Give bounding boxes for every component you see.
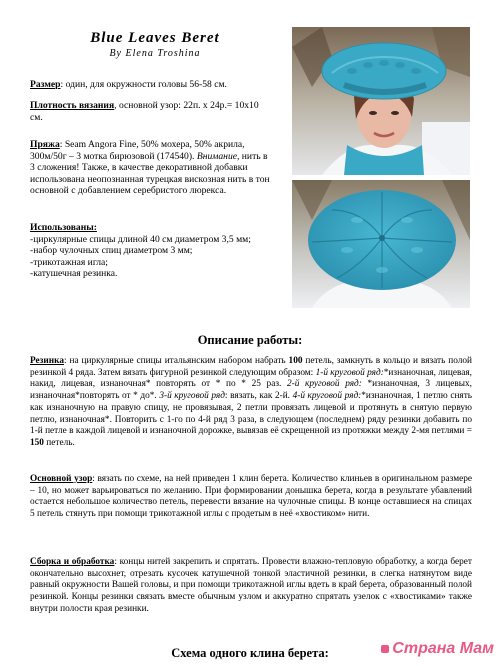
gauge-line	[30, 100, 270, 123]
tools-item: -трикотажная игла;	[30, 256, 108, 268]
yarn-line	[30, 139, 270, 197]
tools-label: Использованы:	[30, 222, 97, 233]
size-label: Размер	[30, 79, 61, 90]
main-pattern-paragraph	[30, 474, 472, 521]
main-pattern-text: : вязать по схеме, на ней приведен 1 клин берета. Количество клиньев в оригинальном размере – 10, но может варьироваться по желанию. При формировании донышка берета, когда в результате убавлений остается небольшое количество петель, перевести вязание на чулочные спицы. В конце оставшиеся на спицах 5 петель стянуть при помощи трикотажной иглы с продетым в неё «хвостиком» нити.	[30, 474, 472, 520]
size-text: : один, для окружности головы 56-58 см.	[60, 79, 227, 90]
rib-final-count: 150	[30, 437, 44, 448]
tools-item: -циркулярные спицы длиной 40 см диаметром 3,5 мм;	[30, 233, 251, 245]
scheme-title: Схема одного клина берета:	[171, 646, 329, 660]
section-title: Описание работы:	[197, 333, 303, 347]
watermark-text: Страна Мам	[392, 640, 494, 657]
assembly-text: : концы нитей закрепить и спрятать. Провести влажно-тепловую обработку, а когда берет окончательно высохнет, отрезать кусочек катушечной тонкой эластичной резинки, в слегка натянутом виде равный окружности Вашей головы, и при помощи трикотажной иглы вдеть в край берета, образованный полой резинкой. Концы резинки связать вместе обычным узлом и аккуратно спрятать узелок с «хвостиками» также внутри полости края резинки.	[30, 557, 472, 614]
yarn-text: : Seam Angora Fine, 50% мохера, 50% акрила, 300м/50г – 3 мотка бирюзовой (174540).	[30, 139, 245, 162]
photo-model-wearing-beret	[292, 27, 470, 175]
rib-row3-label: 3-й круговой ряд	[159, 391, 225, 402]
photo-beret-top-view	[292, 180, 470, 308]
rib-stitch-count: 100	[288, 356, 303, 366]
main-pattern-label: Основной узор	[30, 474, 93, 484]
pattern-title: Blue Leaves Beret	[90, 30, 220, 46]
rib-paragraph	[30, 356, 472, 450]
gauge-label: Плотность вязания	[30, 100, 115, 111]
tools-item: -катушечная резинка.	[30, 268, 118, 280]
rib-text: *изнаночная, лицевая, накид, лицевая, изнаночная* повторять от * по * 25 раз.	[30, 367, 472, 390]
pattern-author: By Elena Troshina	[109, 48, 201, 59]
rib-row2-label: 2-й круговой ряд:	[287, 379, 362, 390]
gauge-text: , основной узор: 22п. х 24р.= 10х10 см.	[30, 100, 259, 123]
rib-row1-label: 1-й круговой ряд:	[315, 367, 384, 378]
yarn-label: Пряжа	[30, 139, 60, 150]
rib-label: Резинка	[30, 356, 64, 366]
tools-item: -набор чулочных спиц диаметром 3 мм;	[30, 245, 193, 257]
assembly-paragraph	[30, 557, 472, 616]
rib-text: : на циркулярные спицы итальянским набором набрать	[64, 356, 289, 366]
rib-text: *изнаночная, 1 петлю снять как изнаночную на правую спицу, не провязывая, 2 петли провязать лицевой и протянуть в снятую первую петлю, изнаночная*. Повторить с 1-го по 4-й ряд 3 раза, в следующем (последнем) ряду резинки добавить по 1-й петле в каждой лицевой и изнаночной дорожке, вывязав её скрещенной из протяжки между 2-мя петлями =	[30, 391, 472, 437]
size-line	[30, 79, 270, 91]
attention-label: Внимание	[196, 150, 237, 162]
watermark-logo-icon	[381, 645, 389, 653]
attention-text: , нить в 3 сложения! Также, в качестве декоративной добавки использована неопознанная турецкая вискозная нить в тон основной с добавлением серебристого люрекса.	[30, 150, 270, 197]
tools-block	[30, 222, 270, 280]
rib-text: *изнаночная, 3 лицевых, изнаночная*повторять от * до*.	[30, 379, 472, 402]
assembly-label: Сборка и обработка	[30, 557, 115, 567]
rib-text: петель.	[43, 437, 75, 448]
site-watermark	[381, 640, 494, 658]
rib-row4-label: 4-й круговой ряд:	[292, 391, 362, 402]
rib-text: : вязать, как 2-й.	[224, 391, 293, 402]
rib-text: петель, замкнуть в кольцо и вязать полой резинкой 4 ряда. Затем вязать фигурной резинкой следующим образом:	[30, 356, 472, 378]
